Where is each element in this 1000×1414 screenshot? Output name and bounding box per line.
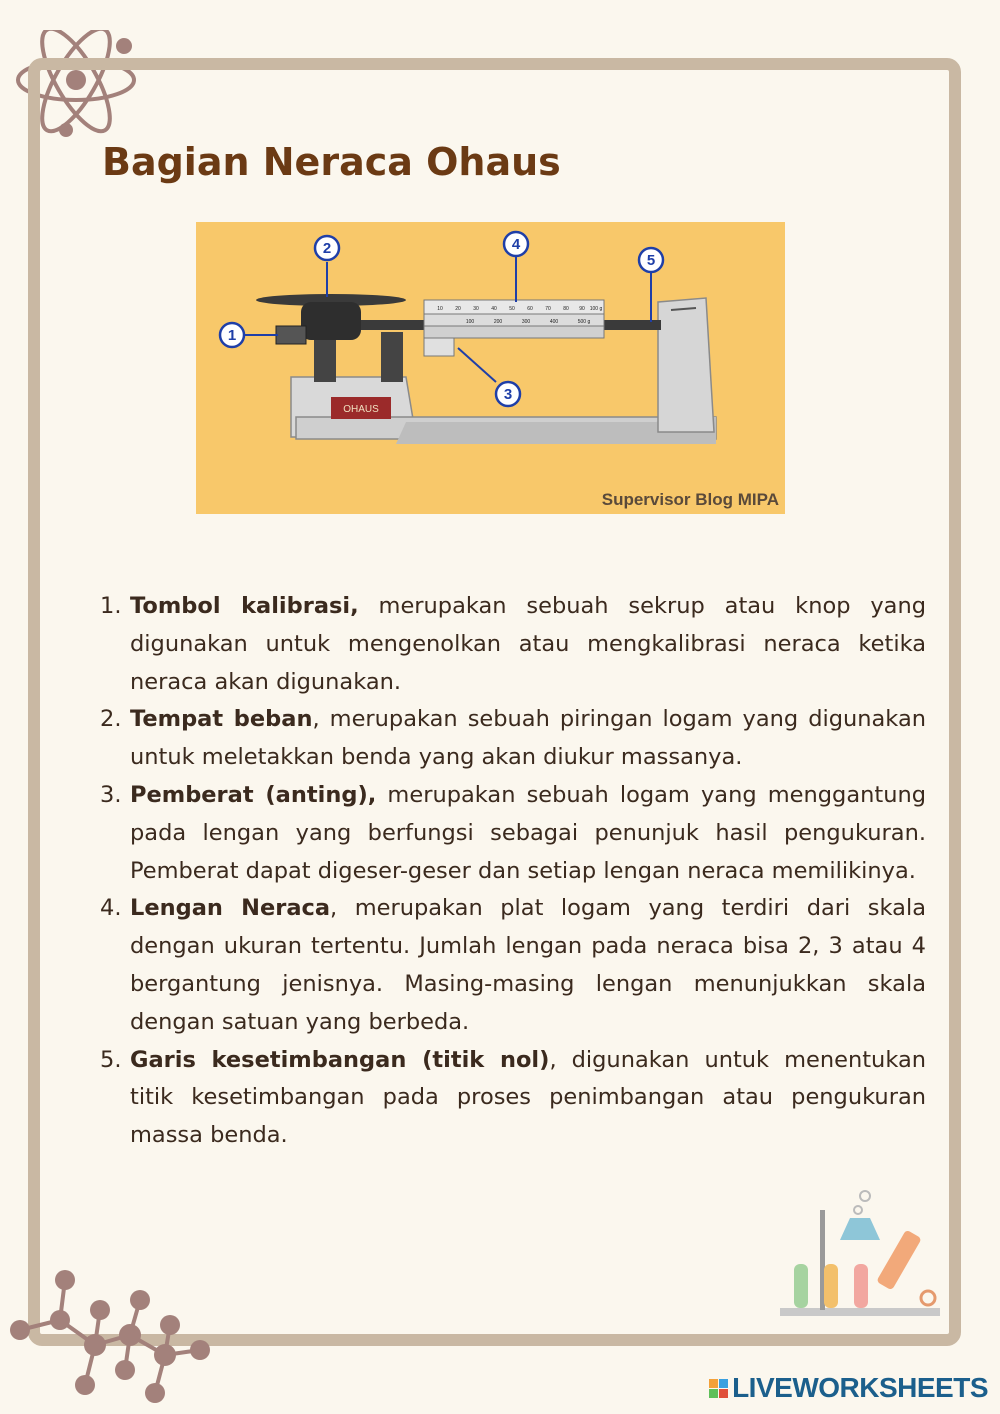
scale-top-label: 100 g: [589, 306, 603, 312]
callout-5-label: 5: [646, 252, 656, 269]
scale-top-label: 80: [563, 306, 569, 312]
balance-figure: [196, 222, 785, 514]
list-item: [100, 588, 926, 701]
item-number: 4.: [100, 895, 122, 922]
item-term: Tempat beban: [130, 706, 313, 733]
scale-top-label: 70: [545, 306, 551, 312]
item-term: Garis kesetimbangan (titik nol): [130, 1046, 550, 1073]
list-item: [100, 890, 926, 1041]
scale-mid-label: 300: [521, 319, 531, 325]
scale-top-label: 90: [579, 306, 585, 312]
scale-mid-label: 200: [493, 319, 503, 325]
callout-4-label: 4: [511, 236, 521, 253]
list-item: [100, 1042, 926, 1155]
item-term: Tombol kalibrasi,: [130, 593, 359, 619]
figure-credit: Supervisor Blog MIPA: [601, 490, 779, 509]
liveworksheets-wordmark: LIVEWORKSHEETS: [732, 1372, 988, 1403]
item-description: merupakan sebuah logam yang menggantung pada lengan yang berfungsi sebagai penunjuk hasil pengukuran. Pemberat dapat digeser-geser dan setiap lengan neraca memilikinya.: [130, 781, 926, 884]
scale-mid-label: 400: [549, 319, 559, 325]
molecule-icon: [0, 1265, 225, 1414]
item-description: merupakan sebuah sekrup atau knop yang digunakan untuk mengenolkan atau mengkalibrasi neraca ketika neraca akan digunakan.: [130, 593, 927, 695]
item-description: , merupakan sebuah piringan logam yang digunakan untuk meletakkan benda yang akan diukur massanya.: [130, 706, 926, 771]
item-number: 5.: [100, 1046, 122, 1073]
page-title: Bagian Neraca Ohaus: [102, 140, 561, 184]
triple-beam-balance-illustration: [196, 222, 785, 514]
list-item: [100, 701, 926, 777]
brand-plate-text: OHAUS: [343, 404, 379, 415]
callout-3-label: 3: [503, 386, 513, 403]
item-number: 2.: [100, 706, 122, 733]
list-item: [100, 777, 926, 890]
scale-top-label: 20: [455, 306, 461, 312]
scale-top-label: 10: [437, 306, 443, 312]
item-description: , merupakan plat logam yang terdiri dari skala dengan ukuran tertentu. Jumlah lengan pada neraca bisa 2, 3 atau 4 bergantung jenisnya. Masing-masing lengan menunjukkan skala dengan satuan yang berbeda.: [130, 895, 926, 1035]
item-term: Pemberat (anting),: [130, 781, 377, 808]
callout-2-label: 2: [322, 240, 332, 257]
scale-mid-label: 100: [465, 319, 475, 325]
callout-1-label: 1: [227, 327, 237, 344]
scale-top-label: 30: [473, 306, 479, 312]
liveworksheets-mark-icon: [709, 1379, 728, 1398]
parts-list: [100, 588, 926, 1155]
scale-top-label: 60: [527, 306, 533, 312]
item-number: 1.: [100, 593, 122, 619]
item-term: Lengan Neraca: [130, 895, 331, 922]
scale-top-label: 40: [491, 306, 497, 312]
item-number: 3.: [100, 781, 122, 808]
item-description: , digunakan untuk menentukan titik kesetimbangan pada proses penimbangan atau pengukuran massa benda.: [130, 1046, 926, 1149]
liveworksheets-logo[interactable]: [709, 1372, 988, 1404]
scale-mid-label: 500 g: [577, 319, 591, 325]
lab-equipment-icon: [780, 1190, 945, 1335]
scale-top-label: 50: [509, 306, 515, 312]
